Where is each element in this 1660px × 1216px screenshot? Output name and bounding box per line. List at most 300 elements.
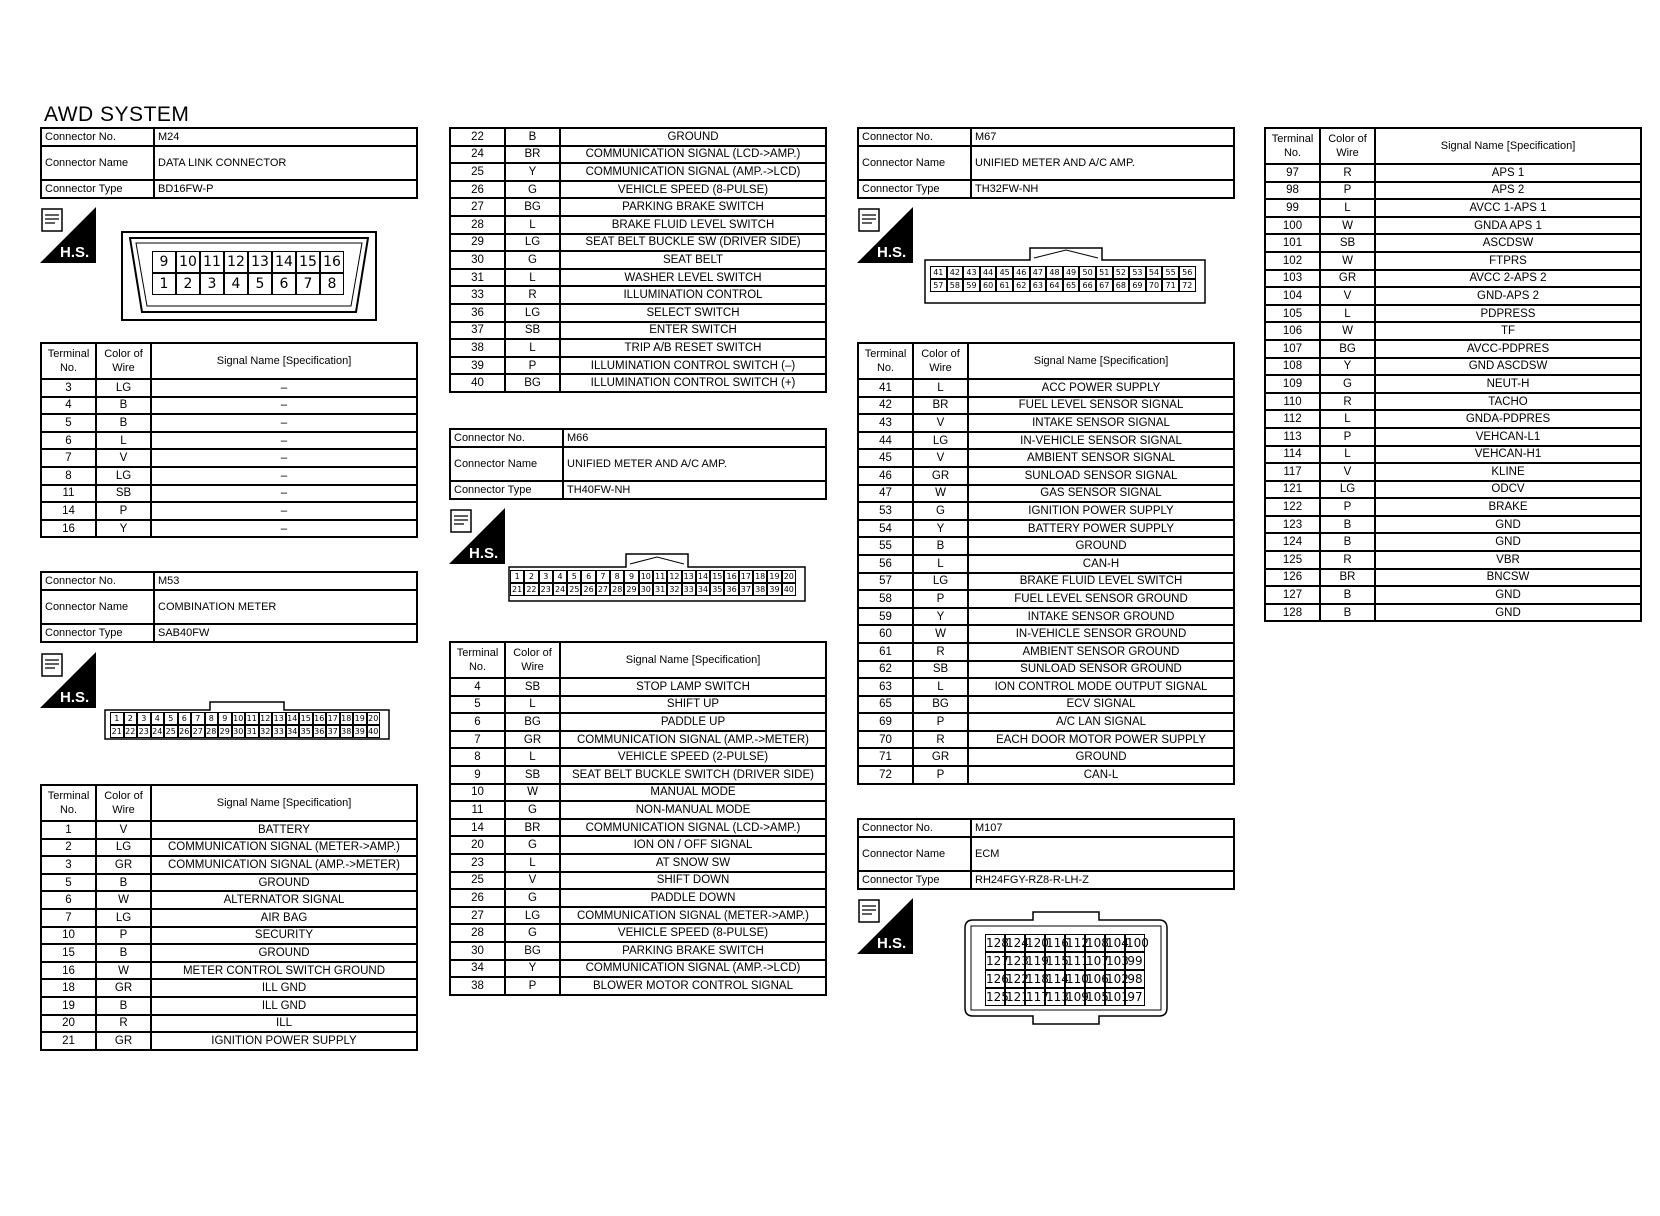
wire-color-cell: LG xyxy=(1320,481,1375,499)
signal-name-cell: KLINE xyxy=(1375,463,1641,481)
terminal-no-cell: 102 xyxy=(1265,252,1320,270)
wire-color-cell: P xyxy=(913,713,968,731)
terminal-no-cell: 5 xyxy=(41,874,96,892)
terminal-no-cell: 114 xyxy=(1265,446,1320,464)
wire-color-cell: B xyxy=(96,414,151,432)
signal-name-cell: PARKING BRAKE SWITCH xyxy=(560,198,826,216)
table-row xyxy=(450,234,826,252)
connector-pin: 14 xyxy=(287,714,298,723)
connector-pin: 68 xyxy=(1113,279,1130,292)
wire-color-cell: W xyxy=(1320,252,1375,270)
connector-pin: 3 xyxy=(200,273,224,295)
color-of-wire-header: Color of Wire xyxy=(913,343,968,379)
table-row xyxy=(858,696,1234,714)
table-row xyxy=(450,731,826,749)
wire-color-cell: G xyxy=(505,836,560,854)
wire-color-cell: Y xyxy=(913,520,968,538)
table-row xyxy=(858,573,1234,591)
connector-no-label: Connector No. xyxy=(41,128,154,146)
connector-pin: 9 xyxy=(218,712,232,725)
signal-name-cell: AIR BAG xyxy=(151,909,417,927)
table-row xyxy=(450,801,826,819)
signal-name-cell: BRAKE xyxy=(1375,498,1641,516)
connector-pin: 106 xyxy=(1086,972,1109,986)
wire-color-cell: W xyxy=(913,485,968,503)
wire-color-cell: G xyxy=(505,251,560,269)
connector-pin: 13 xyxy=(248,251,272,273)
terminal-no-cell: 58 xyxy=(858,590,913,608)
connector-pin: 46 xyxy=(1013,266,1030,279)
connector-pin: 14 xyxy=(272,251,296,273)
terminal-no-cell: 6 xyxy=(41,891,96,909)
terminal-no-cell: 71 xyxy=(858,748,913,766)
signal-name-cell: A/C LAN SIGNAL xyxy=(968,713,1234,731)
signal-name-header: Signal Name [Specification] xyxy=(968,343,1234,379)
terminal-no-cell: 29 xyxy=(450,234,505,252)
connector-type-value: SAB40FW xyxy=(154,624,417,642)
table-row xyxy=(858,766,1234,784)
terminal-no-cell: 4 xyxy=(41,397,96,415)
wire-color-cell: Y xyxy=(913,608,968,626)
wire-color-cell: BR xyxy=(913,397,968,415)
table-row xyxy=(858,555,1234,573)
wire-color-cell: B xyxy=(1320,516,1375,534)
connector-pin: 2 xyxy=(524,570,538,583)
signal-name-cell: VBR xyxy=(1375,551,1641,569)
signal-name-cell: GROUND xyxy=(560,128,826,146)
connector-pin: 18 xyxy=(341,714,352,723)
connector-pin: 37 xyxy=(739,583,753,596)
terminal-no-cell: 11 xyxy=(41,485,96,503)
signal-table-m53-continued xyxy=(449,127,827,393)
table-row xyxy=(41,927,417,945)
table-row xyxy=(1265,446,1641,464)
terminal-no-cell: 1 xyxy=(41,821,96,839)
connector-pin: 8 xyxy=(320,273,344,295)
connector-pin: 9 xyxy=(624,570,638,583)
terminal-no-cell: 7 xyxy=(41,449,96,467)
connector-pin: 97 xyxy=(1125,988,1145,1006)
signal-name-cell: ILLUMINATION CONTROL SWITCH (+) xyxy=(560,374,826,392)
wire-color-cell: BR xyxy=(505,819,560,837)
signal-name-cell: COMMUNICATION SIGNAL (METER->AMP.) xyxy=(560,907,826,925)
wire-color-cell: GR xyxy=(913,748,968,766)
wire-color-cell: B xyxy=(1320,533,1375,551)
connector-no-value: M67 xyxy=(971,128,1234,146)
signal-name-cell: BLOWER MOTOR CONTROL SIGNAL xyxy=(560,977,826,995)
signal-name-cell: – xyxy=(151,449,417,467)
table-row xyxy=(41,414,417,432)
wire-color-cell: LG xyxy=(96,467,151,485)
table-row xyxy=(858,414,1234,432)
connector-pin: 121 xyxy=(1006,990,1029,1004)
wire-color-cell: B xyxy=(1320,604,1375,622)
signal-name-cell: VEHCAN-H1 xyxy=(1375,446,1641,464)
signal-name-cell: COMMUNICATION SIGNAL (AMP.->LCD) xyxy=(560,960,826,978)
connector-pin: 1 xyxy=(110,712,124,725)
hs-label: H.S. xyxy=(877,244,907,261)
wire-color-cell: P xyxy=(1320,428,1375,446)
connector-pin: 35 xyxy=(300,727,311,736)
terminal-no-cell: 2 xyxy=(41,839,96,857)
wire-color-cell: L xyxy=(505,216,560,234)
table-row xyxy=(1265,393,1641,411)
wire-color-cell: LG xyxy=(505,304,560,322)
connector-pin: 111 xyxy=(1066,954,1089,968)
table-row xyxy=(858,713,1234,731)
connector-pin: 22 xyxy=(125,727,136,736)
connector-pin: 57 xyxy=(930,279,947,292)
signal-name-cell: STOP LAMP SWITCH xyxy=(560,678,826,696)
wire-color-cell: BG xyxy=(505,713,560,731)
connector-type-label: Connector Type xyxy=(41,180,154,198)
connector-pin: 40 xyxy=(782,583,796,596)
wire-color-cell: P xyxy=(913,766,968,784)
terminal-no-header: Terminal No. xyxy=(858,343,913,379)
terminal-no-cell: 101 xyxy=(1265,234,1320,252)
page-title: AWD SYSTEM xyxy=(44,103,190,126)
terminal-no-cell: 55 xyxy=(858,537,913,555)
connector-pin: 110 xyxy=(1066,972,1089,986)
wire-color-cell: G xyxy=(505,181,560,199)
terminal-no-cell: 10 xyxy=(450,784,505,802)
wire-color-cell: V xyxy=(505,872,560,890)
connector-name-label: Connector Name xyxy=(858,837,971,871)
signal-name-cell: FTPRS xyxy=(1375,252,1641,270)
terminal-no-cell: 56 xyxy=(858,555,913,573)
wire-color-cell: SB xyxy=(913,661,968,679)
signal-name-cell: APS 1 xyxy=(1375,164,1641,182)
connector-name-value: COMBINATION METER xyxy=(154,590,417,624)
connector-pin: 18 xyxy=(753,570,767,583)
connector-no-label: Connector No. xyxy=(450,429,563,447)
signal-name-cell: SEAT BELT xyxy=(560,251,826,269)
wire-color-cell: Y xyxy=(96,520,151,538)
wire-color-cell: GR xyxy=(96,1032,151,1050)
table-row xyxy=(450,819,826,837)
signal-name-cell: COMMUNICATION SIGNAL (AMP.->METER) xyxy=(151,856,417,874)
wire-color-cell: W xyxy=(1320,322,1375,340)
connector-name-value: DATA LINK CONNECTOR xyxy=(154,146,417,180)
table-row xyxy=(41,874,417,892)
signal-name-cell: ILLUMINATION CONTROL SWITCH (–) xyxy=(560,357,826,375)
table-row xyxy=(1265,516,1641,534)
table-row xyxy=(41,962,417,980)
connector-pin: 56 xyxy=(1179,266,1196,279)
signal-name-cell: TACHO xyxy=(1375,393,1641,411)
wire-color-cell: V xyxy=(1320,463,1375,481)
signal-name-cell: PADDLE UP xyxy=(560,713,826,731)
connector-pin: 23 xyxy=(539,583,553,596)
terminal-no-cell: 30 xyxy=(450,251,505,269)
connector-pin: 126 xyxy=(986,972,1009,986)
table-row xyxy=(450,198,826,216)
connector-pin: 33 xyxy=(682,583,696,596)
terminal-no-cell: 123 xyxy=(1265,516,1320,534)
table-row xyxy=(1265,217,1641,235)
wire-color-cell: W xyxy=(96,962,151,980)
table-row xyxy=(1265,375,1641,393)
table-row xyxy=(858,432,1234,450)
terminal-no-cell: 60 xyxy=(858,625,913,643)
connector-pin: 50 xyxy=(1079,266,1096,279)
connector-pin: 43 xyxy=(963,266,980,279)
wire-color-cell: L xyxy=(505,339,560,357)
connector-pin: 30 xyxy=(639,583,653,596)
signal-name-cell: COMMUNICATION SIGNAL (AMP.->LCD) xyxy=(560,163,826,181)
signal-name-cell: IN-VEHICLE SENSOR SIGNAL xyxy=(968,432,1234,450)
wire-color-cell: R xyxy=(1320,393,1375,411)
connector-pin: 103 xyxy=(1106,954,1129,968)
table-row xyxy=(858,608,1234,626)
terminal-no-cell: 122 xyxy=(1265,498,1320,516)
wire-color-cell: R xyxy=(96,1015,151,1033)
connector-pin: 5 xyxy=(248,273,272,295)
connector-pin: 55 xyxy=(1162,266,1179,279)
terminal-no-cell: 21 xyxy=(41,1032,96,1050)
signal-name-cell: AMBIENT SENSOR SIGNAL xyxy=(968,449,1234,467)
wire-color-cell: B xyxy=(96,944,151,962)
signal-name-cell: ION CONTROL MODE OUTPUT SIGNAL xyxy=(968,678,1234,696)
connector-pin: 20 xyxy=(782,570,796,583)
connector-pin: 39 xyxy=(354,727,365,736)
wire-color-cell: G xyxy=(1320,375,1375,393)
table-row xyxy=(450,269,826,287)
terminal-no-cell: 38 xyxy=(450,977,505,995)
wire-color-cell: L xyxy=(1320,199,1375,217)
table-row xyxy=(41,979,417,997)
connector-type-value: TH32FW-NH xyxy=(971,180,1234,198)
terminal-no-cell: 22 xyxy=(450,128,505,146)
connector-pin: 100 xyxy=(1126,936,1149,950)
signal-name-cell: VEHCAN-L1 xyxy=(1375,428,1641,446)
connector-info-m24 xyxy=(40,127,418,199)
terminal-no-cell: 27 xyxy=(450,907,505,925)
wire-color-cell: P xyxy=(505,357,560,375)
terminal-no-cell: 117 xyxy=(1265,463,1320,481)
terminal-no-header: Terminal No. xyxy=(1265,128,1320,164)
signal-name-cell: COMMUNICATION SIGNAL (METER->AMP.) xyxy=(151,839,417,857)
terminal-no-cell: 62 xyxy=(858,661,913,679)
connector-no-label: Connector No. xyxy=(41,572,154,590)
connector-pin: 13 xyxy=(273,714,284,723)
terminal-no-cell: 54 xyxy=(858,520,913,538)
terminal-no-cell: 4 xyxy=(450,678,505,696)
terminal-no-cell: 121 xyxy=(1265,481,1320,499)
signal-name-cell: GNDA APS 1 xyxy=(1375,217,1641,235)
table-row xyxy=(450,163,826,181)
signal-name-cell: – xyxy=(151,520,417,538)
connector-info-m67 xyxy=(857,127,1235,199)
signal-table-m66-wrap xyxy=(449,641,827,996)
signal-name-cell: IN-VEHICLE SENSOR GROUND xyxy=(968,625,1234,643)
wire-color-cell: BR xyxy=(505,146,560,164)
terminal-no-cell: 125 xyxy=(1265,551,1320,569)
table-row xyxy=(858,748,1234,766)
hs-icon xyxy=(40,207,96,263)
signal-name-cell: COMMUNICATION SIGNAL (LCD->AMP.) xyxy=(560,146,826,164)
terminal-no-cell: 108 xyxy=(1265,358,1320,376)
table-row xyxy=(858,449,1234,467)
signal-name-cell: FUEL LEVEL SENSOR GROUND xyxy=(968,590,1234,608)
signal-name-cell: AMBIENT SENSOR GROUND xyxy=(968,643,1234,661)
terminal-no-cell: 7 xyxy=(41,909,96,927)
table-row xyxy=(41,1015,417,1033)
terminal-no-cell: 100 xyxy=(1265,217,1320,235)
hs-icon xyxy=(857,207,913,263)
connector-pin: 5 xyxy=(567,570,581,583)
connector-pin: 101 xyxy=(1106,990,1129,1004)
signal-name-cell: PADDLE DOWN xyxy=(560,889,826,907)
connector-name-value: UNIFIED METER AND A/C AMP. xyxy=(563,447,826,481)
connector-pin: 6 xyxy=(272,273,296,295)
signal-name-cell: ILLUMINATION CONTROL xyxy=(560,286,826,304)
color-of-wire-header: Color of Wire xyxy=(96,785,151,821)
terminal-no-cell: 28 xyxy=(450,924,505,942)
table-row xyxy=(450,181,826,199)
terminal-no-cell: 127 xyxy=(1265,586,1320,604)
terminal-no-cell: 25 xyxy=(450,872,505,890)
connector-pin: 125 xyxy=(986,990,1009,1004)
connector-pin: 53 xyxy=(1129,266,1146,279)
connector-pin: 105 xyxy=(1086,990,1109,1004)
wire-color-cell: L xyxy=(1320,446,1375,464)
wire-color-cell: L xyxy=(505,748,560,766)
signal-name-cell: GND xyxy=(1375,586,1641,604)
signal-name-cell: GROUND xyxy=(968,537,1234,555)
connector-pin: 108 xyxy=(1086,936,1109,950)
signal-name-cell: BATTERY POWER SUPPLY xyxy=(968,520,1234,538)
table-row xyxy=(858,520,1234,538)
connector-pin: 11 xyxy=(246,714,257,723)
table-row xyxy=(858,467,1234,485)
table-row xyxy=(450,251,826,269)
connector-pin: 24 xyxy=(553,583,567,596)
table-row xyxy=(1265,305,1641,323)
table-row xyxy=(41,520,417,538)
table-row xyxy=(41,397,417,415)
terminal-no-cell: 25 xyxy=(450,163,505,181)
table-row xyxy=(41,485,417,503)
connector-pin: 6 xyxy=(581,570,595,583)
pin-grid-m107 xyxy=(985,934,1149,1006)
signal-name-cell: PDPRESS xyxy=(1375,305,1641,323)
wire-color-cell: SB xyxy=(1320,234,1375,252)
signal-name-cell: – xyxy=(151,397,417,415)
table-row xyxy=(450,960,826,978)
table-row xyxy=(450,889,826,907)
signal-name-cell: SHIFT DOWN xyxy=(560,872,826,890)
table-row xyxy=(1265,533,1641,551)
connector-no-value: M53 xyxy=(154,572,417,590)
connector-pin: 70 xyxy=(1146,279,1163,292)
connector-pin: 16 xyxy=(724,570,738,583)
signal-name-cell: GNDA-PDPRES xyxy=(1375,410,1641,428)
table-row xyxy=(858,590,1234,608)
connector-pin: 120 xyxy=(1026,936,1049,950)
terminal-no-cell: 43 xyxy=(858,414,913,432)
connector-pin: 33 xyxy=(273,727,284,736)
connector-pin: 41 xyxy=(930,266,947,279)
signal-name-cell: SHIFT UP xyxy=(560,696,826,714)
table-row xyxy=(450,977,826,995)
terminal-no-cell: 103 xyxy=(1265,270,1320,288)
terminal-no-cell: 16 xyxy=(41,962,96,980)
connector-pin: 9 xyxy=(152,251,176,273)
signal-name-cell: GND xyxy=(1375,533,1641,551)
connector-pin: 112 xyxy=(1066,936,1089,950)
connector-pin: 60 xyxy=(980,279,997,292)
signal-name-cell: GND xyxy=(1375,604,1641,622)
connector-pin: 15 xyxy=(300,714,311,723)
signal-name-cell: – xyxy=(151,414,417,432)
signal-name-cell: SECURITY xyxy=(151,927,417,945)
connector-pin: 61 xyxy=(996,279,1013,292)
connector-pin: 67 xyxy=(1096,279,1113,292)
table-row xyxy=(41,432,417,450)
connector-type-value: BD16FW-P xyxy=(154,180,417,198)
signal-name-cell: AVCC 2-APS 2 xyxy=(1375,270,1641,288)
connector-pin: 123 xyxy=(1006,954,1029,968)
table-row xyxy=(450,357,826,375)
terminal-no-cell: 42 xyxy=(858,397,913,415)
terminal-no-header: Terminal No. xyxy=(41,343,96,379)
table-row xyxy=(450,322,826,340)
terminal-no-cell: 113 xyxy=(1265,428,1320,446)
connector-pin: 17 xyxy=(327,714,338,723)
signal-name-cell: NON-MANUAL MODE xyxy=(560,801,826,819)
connector-pin: 19 xyxy=(354,714,365,723)
signal-name-cell: BRAKE FLUID LEVEL SWITCH xyxy=(560,216,826,234)
connector-info-m53-wrap xyxy=(40,571,418,643)
wire-color-cell: GR xyxy=(96,979,151,997)
table-row xyxy=(450,854,826,872)
wire-color-cell: BG xyxy=(505,198,560,216)
signal-name-cell: GAS SENSOR SIGNAL xyxy=(968,485,1234,503)
table-row xyxy=(450,374,826,392)
connector-pin: 65 xyxy=(1063,279,1080,292)
table-row xyxy=(450,216,826,234)
signal-name-cell: – xyxy=(151,467,417,485)
signal-name-cell: SUNLOAD SENSOR SIGNAL xyxy=(968,467,1234,485)
terminal-no-cell: 46 xyxy=(858,467,913,485)
pin-grid-m66 xyxy=(510,570,796,596)
wire-color-cell: Y xyxy=(1320,358,1375,376)
wire-color-cell: W xyxy=(505,784,560,802)
connector-pin: 31 xyxy=(246,727,257,736)
signal-name-cell: GROUND xyxy=(151,874,417,892)
terminal-no-cell: 110 xyxy=(1265,393,1320,411)
connector-pin: 64 xyxy=(1046,279,1063,292)
wire-color-cell: Y xyxy=(505,163,560,181)
signal-name-cell: TF xyxy=(1375,322,1641,340)
terminal-no-cell: 72 xyxy=(858,766,913,784)
connector-info-m66-wrap xyxy=(449,428,827,500)
wire-color-cell: GR xyxy=(505,731,560,749)
signal-name-cell: IGNITION POWER SUPPLY xyxy=(151,1032,417,1050)
hs-label: H.S. xyxy=(469,545,499,562)
terminal-no-cell: 9 xyxy=(450,766,505,784)
connector-pin: 124 xyxy=(1006,936,1029,950)
connector-pin: 3 xyxy=(539,570,553,583)
connector-pin: 22 xyxy=(524,583,538,596)
signal-table-m24-wrap xyxy=(40,342,418,538)
color-of-wire-header: Color of Wire xyxy=(505,642,560,678)
table-row xyxy=(1265,199,1641,217)
wire-color-cell: R xyxy=(1320,164,1375,182)
table-row xyxy=(41,502,417,520)
wire-color-cell: R xyxy=(1320,551,1375,569)
